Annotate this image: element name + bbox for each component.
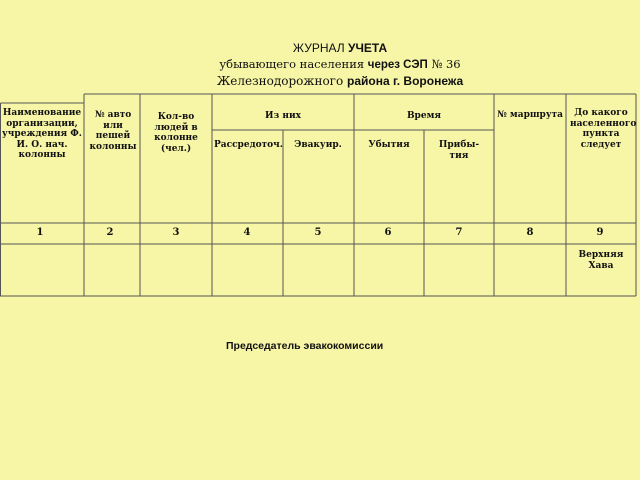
column-number-6: 6 bbox=[384, 227, 392, 238]
title-line-3: Железнодорожного района г. Воронежа bbox=[216, 74, 464, 88]
header-group-time: Время bbox=[406, 111, 442, 121]
header-evacuated: Эвакуир. bbox=[294, 140, 342, 150]
header-destination: До какого населенного пункта следует bbox=[570, 108, 637, 150]
header-people-count: Кол-во людей в колонне (чел.) bbox=[154, 112, 198, 154]
title-line-1: ЖУРНАЛ УЧЕТА bbox=[292, 41, 388, 55]
row1-destination: Верхняя Хава bbox=[578, 250, 624, 271]
column-number-8: 8 bbox=[526, 227, 534, 238]
header-route-number: № маршрута bbox=[497, 110, 563, 120]
column-number-5: 5 bbox=[314, 227, 322, 238]
header-organization: Наименование организации, учреждения Ф. И. О. нач. колонны bbox=[2, 108, 82, 160]
column-number-7: 7 bbox=[455, 227, 463, 238]
chairman-signature-line: Председатель эвакокомиссии bbox=[226, 340, 384, 352]
column-number-1: 1 bbox=[36, 227, 44, 238]
column-number-3: 3 bbox=[172, 227, 180, 238]
header-arrival: Прибы-тия bbox=[438, 140, 480, 161]
header-column-number: № авто или пешей колонны bbox=[89, 110, 137, 152]
column-number-2: 2 bbox=[106, 227, 114, 238]
header-departure: Убытия bbox=[368, 140, 410, 150]
column-number-9: 9 bbox=[596, 227, 604, 238]
header-dispersed: Рассредоточ. bbox=[214, 140, 283, 150]
header-group-of-them: Из них bbox=[264, 111, 301, 121]
column-number-4: 4 bbox=[243, 227, 251, 238]
title-line-2: убывающего населения через СЭП № 36 bbox=[219, 57, 461, 71]
